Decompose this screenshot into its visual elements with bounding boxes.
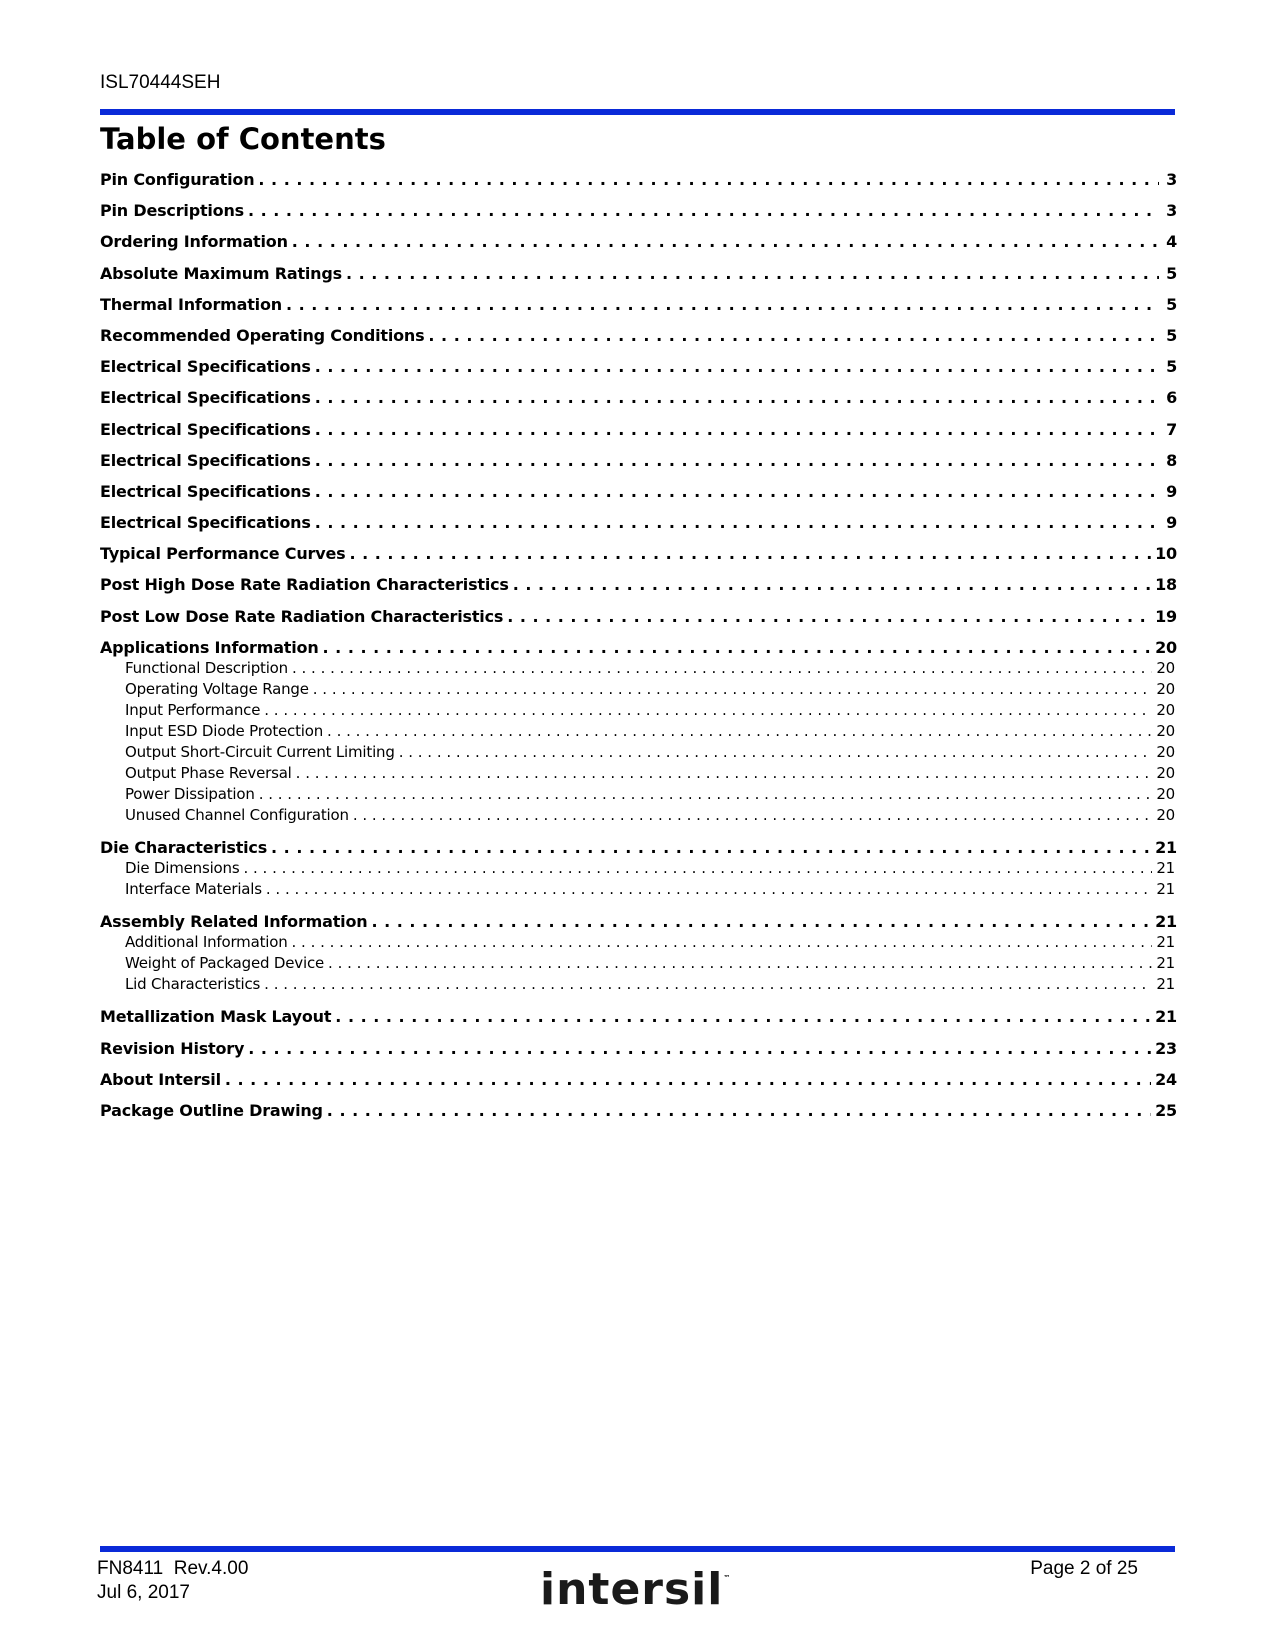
- toc-entry[interactable]: [100, 382, 1177, 413]
- toc-entry-page: 6: [1166, 388, 1177, 408]
- toc-entry-label: Pin Descriptions: [100, 201, 244, 221]
- toc-entry-page: 21: [1156, 880, 1175, 899]
- toc-entry-page: 23: [1155, 1038, 1177, 1058]
- toc-entry-page: 3: [1166, 201, 1177, 221]
- toc-dot-leader: [315, 476, 1159, 507]
- toc-entry[interactable]: [100, 1033, 1177, 1064]
- toc-entry-page: 21: [1155, 838, 1177, 857]
- toc-entry-label: Applications Information: [100, 637, 319, 657]
- toc-entry[interactable]: [100, 1095, 1177, 1126]
- toc-entry-page: 4: [1166, 232, 1177, 252]
- footer-doc-info: [97, 1557, 248, 1605]
- toc-entry-page: 5: [1166, 357, 1177, 377]
- intersil-logo: [540, 1564, 730, 1615]
- toc-entry-page: 21: [1155, 912, 1177, 932]
- toc-entry-page: 24: [1155, 1069, 1177, 1089]
- toc-entry-page: 20: [1156, 743, 1175, 761]
- toc-entry-page: 19: [1155, 606, 1177, 626]
- toc-entry-page: 20: [1156, 680, 1175, 698]
- toc-entry-label: Electrical Specifications: [100, 419, 311, 439]
- toc-entry-label: Electrical Specifications: [100, 450, 311, 470]
- toc-entry-label: Additional Information: [125, 933, 288, 952]
- toc-entry-label: Electrical Specifications: [100, 388, 311, 408]
- toc-dot-leader: [248, 195, 1159, 226]
- toc-subentry[interactable]: [100, 784, 1177, 805]
- toc-subentry[interactable]: [100, 879, 1177, 900]
- header-rule: [100, 109, 1175, 115]
- toc-subentry[interactable]: [100, 763, 1177, 784]
- toc-dot-leader: [335, 1001, 1151, 1032]
- toc-entry[interactable]: [100, 569, 1177, 600]
- toc-dot-leader: [399, 742, 1153, 763]
- toc-entry[interactable]: [100, 1001, 1177, 1032]
- toc-entry-label: Assembly Related Information: [100, 912, 368, 932]
- toc-entry-page: 20: [1156, 659, 1175, 677]
- toc-subentry[interactable]: [100, 932, 1177, 953]
- toc-dot-leader: [346, 258, 1159, 289]
- toc-dot-leader: [264, 700, 1152, 721]
- toc-entry-label: Metallization Mask Layout: [100, 1007, 332, 1027]
- toc-dot-leader: [428, 320, 1159, 351]
- toc-entry-page: 20: [1156, 806, 1175, 824]
- toc-subentry[interactable]: [100, 805, 1177, 826]
- toc-subentry[interactable]: [100, 974, 1177, 995]
- toc-entry[interactable]: [100, 226, 1177, 257]
- footer-rule: [100, 1546, 1175, 1552]
- toc-entry-page: 25: [1155, 1100, 1177, 1120]
- toc-entry[interactable]: [100, 538, 1177, 569]
- toc-entry-label: Pin Configuration: [100, 170, 255, 189]
- toc-entry-label: Electrical Specifications: [100, 481, 311, 501]
- toc-entry[interactable]: [100, 258, 1177, 289]
- toc-entry-label: Operating Voltage Range: [125, 680, 309, 698]
- toc-entry-page: 18: [1155, 575, 1177, 595]
- toc-entry-label: Weight of Packaged Device: [125, 954, 325, 973]
- toc-entry[interactable]: [100, 476, 1177, 507]
- toc-dot-leader: [292, 932, 1153, 953]
- toc-dot-leader: [315, 382, 1159, 413]
- toc-dot-leader: [296, 763, 1153, 784]
- toc-entry-label: Functional Description: [125, 659, 288, 677]
- toc-entry-label: Package Outline Drawing: [100, 1100, 323, 1120]
- toc-dot-leader: [248, 1033, 1151, 1064]
- logo-wordmark: intersil: [540, 1564, 724, 1615]
- toc-entry-label: Input ESD Diode Protection: [125, 722, 324, 740]
- toc-entry-label: Input Performance: [125, 701, 261, 719]
- toc-dot-leader: [328, 953, 1152, 974]
- toc-entry-page: 20: [1156, 722, 1175, 740]
- toc-subentry[interactable]: [100, 953, 1177, 974]
- toc-entry-label: Die Dimensions: [125, 859, 240, 878]
- toc-dot-leader: [327, 1095, 1151, 1126]
- toc-dot-leader: [259, 784, 1153, 805]
- toc-dot-leader: [225, 1064, 1151, 1095]
- toc-entry-label: Power Dissipation: [125, 785, 255, 803]
- toc-entry-label: Unused Channel Configuration: [125, 806, 349, 824]
- toc-entry-page: 8: [1166, 450, 1177, 470]
- toc-entry-page: 20: [1156, 701, 1175, 719]
- toc-entry-page: 20: [1156, 764, 1175, 782]
- toc-subentry[interactable]: [100, 742, 1177, 763]
- toc-entry-label: Absolute Maximum Ratings: [100, 263, 342, 283]
- toc-entry-page: 9: [1166, 513, 1177, 533]
- toc-entry[interactable]: [100, 164, 1177, 195]
- toc-title: Table of Contents: [100, 122, 386, 156]
- toc-entry-label: Post High Dose Rate Radiation Characteristics: [100, 575, 509, 595]
- toc-subentry[interactable]: [100, 858, 1177, 879]
- toc-subentry[interactable]: [100, 679, 1177, 700]
- toc-entry[interactable]: [100, 414, 1177, 445]
- toc-entry-page: 21: [1156, 933, 1175, 952]
- toc-entry-page: 3: [1166, 170, 1177, 189]
- footer-date: Jul 6, 2017: [97, 1582, 190, 1603]
- toc-entry[interactable]: [100, 195, 1177, 226]
- toc-dot-leader: [315, 445, 1159, 476]
- toc-dot-leader: [313, 679, 1153, 700]
- toc-dot-leader: [315, 351, 1159, 382]
- toc-entry[interactable]: [100, 601, 1177, 632]
- toc-list: [100, 164, 1177, 1126]
- footer-page-info: Page 2 of 25: [1030, 1558, 1138, 1579]
- toc-entry-label: Revision History: [100, 1038, 245, 1058]
- logo-trademark: ™: [723, 1574, 731, 1582]
- toc-dot-leader: [513, 569, 1151, 600]
- toc-entry-page: 21: [1156, 859, 1175, 878]
- toc-dot-leader: [243, 858, 1152, 879]
- toc-entry-page: 21: [1156, 975, 1175, 994]
- toc-entry-page: 5: [1166, 263, 1177, 283]
- toc-dot-leader: [266, 879, 1152, 900]
- toc-dot-leader: [286, 289, 1159, 320]
- toc-dot-leader: [507, 601, 1151, 632]
- toc-dot-leader: [292, 226, 1159, 257]
- toc-dot-leader: [349, 538, 1151, 569]
- toc-entry-label: Output Phase Reversal: [125, 764, 292, 782]
- toc-entry[interactable]: [100, 320, 1177, 351]
- toc-subentry[interactable]: [100, 700, 1177, 721]
- toc-subentry[interactable]: [100, 658, 1177, 679]
- toc-entry-label: Output Short-Circuit Current Limiting: [125, 743, 395, 761]
- toc-dot-leader: [353, 805, 1153, 826]
- toc-entry[interactable]: [100, 445, 1177, 476]
- toc-entry-page: 20: [1155, 637, 1177, 657]
- toc-dot-leader: [258, 164, 1159, 195]
- toc-entry-label: Recommended Operating Conditions: [100, 325, 425, 345]
- toc-entry-page: 21: [1155, 1007, 1177, 1027]
- toc-entry-page: 21: [1156, 954, 1175, 973]
- toc-entry-label: Ordering Information: [100, 232, 288, 252]
- toc-dot-leader: [315, 414, 1159, 445]
- toc-subentry[interactable]: [100, 721, 1177, 742]
- toc-entry-label: Die Characteristics: [100, 838, 268, 857]
- toc-entry-label: Electrical Specifications: [100, 357, 311, 377]
- toc-dot-leader: [264, 974, 1152, 995]
- toc-entry-label: Electrical Specifications: [100, 513, 311, 533]
- toc-entry[interactable]: [100, 351, 1177, 382]
- toc-entry-label: Lid Characteristics: [125, 975, 261, 994]
- toc-entry-page: 20: [1156, 785, 1175, 803]
- toc-dot-leader: [315, 507, 1159, 538]
- toc-entry-page: 7: [1166, 419, 1177, 439]
- toc-entry-label: Post Low Dose Rate Radiation Characteristics: [100, 606, 504, 626]
- toc-entry-page: 10: [1155, 544, 1177, 564]
- toc-entry[interactable]: [100, 1064, 1177, 1095]
- toc-dot-leader: [327, 721, 1152, 742]
- toc-dot-leader: [292, 658, 1152, 679]
- toc-entry[interactable]: [100, 289, 1177, 320]
- toc-entry-page: 5: [1166, 294, 1177, 314]
- toc-entry-label: About Intersil: [100, 1069, 221, 1089]
- toc-entry-page: 9: [1166, 481, 1177, 501]
- footer-revision: Rev.4.00: [173, 1558, 249, 1579]
- toc-entry-label: Typical Performance Curves: [100, 544, 346, 564]
- header-part-number: ISL70444SEH: [100, 72, 221, 93]
- toc-entry-label: Thermal Information: [100, 294, 282, 314]
- toc-entry-label: Interface Materials: [125, 880, 262, 899]
- toc-entry[interactable]: [100, 507, 1177, 538]
- toc-entry-page: 5: [1166, 325, 1177, 345]
- footer-doc-number: FN8411: [97, 1558, 164, 1579]
